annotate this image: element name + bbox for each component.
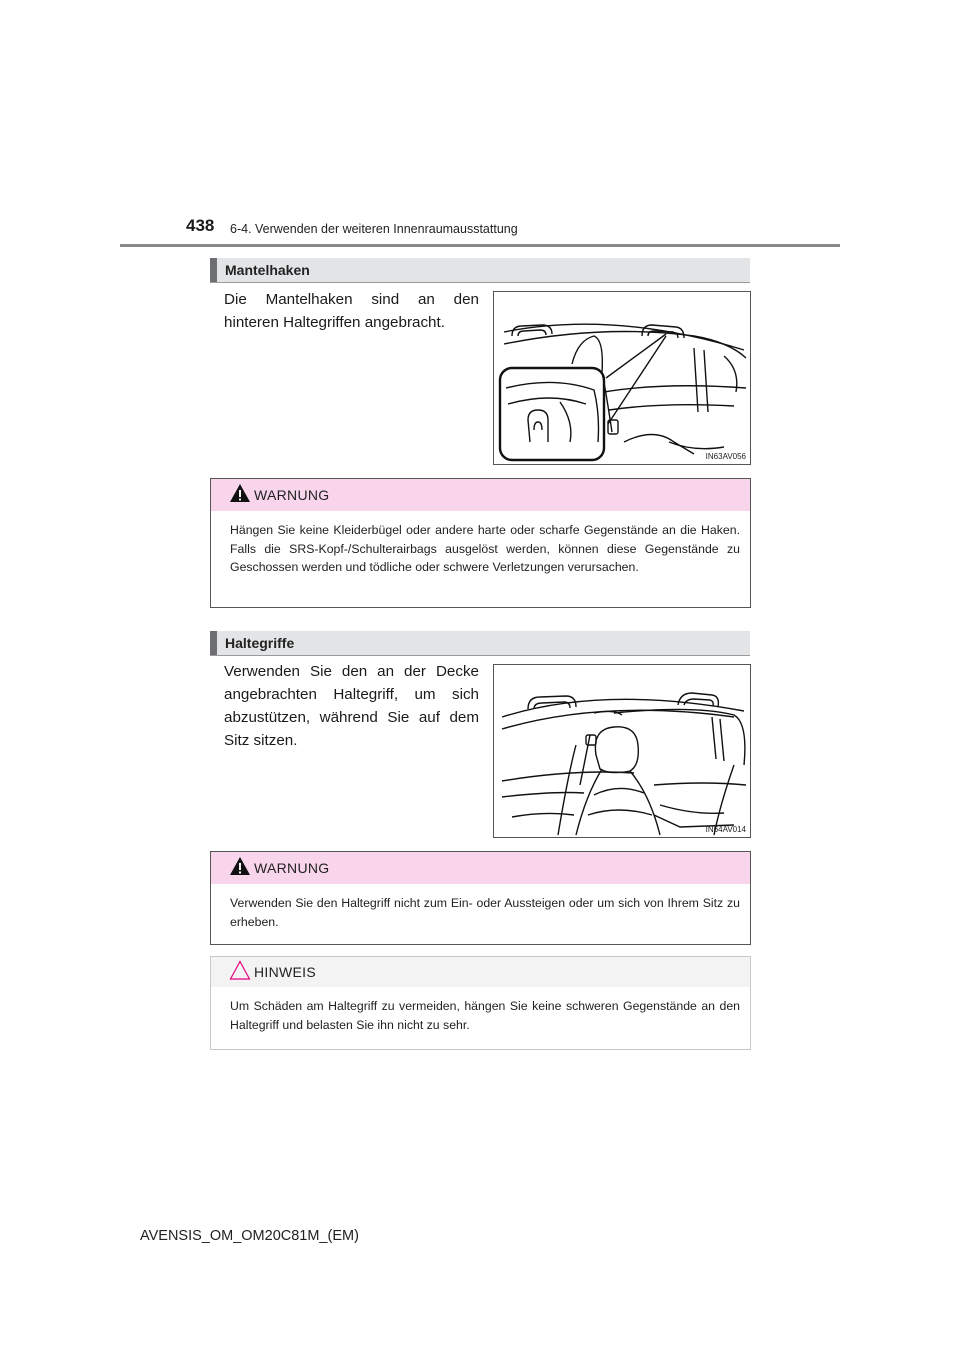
coat-hook-illustration bbox=[493, 291, 751, 465]
coat-hook-drawing bbox=[494, 292, 750, 464]
section-heading-haltegriffe bbox=[210, 631, 750, 656]
warning-label: WARNUNG bbox=[254, 487, 330, 503]
warning-text: Verwenden Sie den Haltegriff nicht zum Ein- oder Aussteigen oder um sich von Ihrem Sitz zu erheben. bbox=[230, 896, 740, 929]
section-heading-title: Mantelhaken bbox=[225, 262, 310, 278]
figure-code: IN64AV014 bbox=[705, 825, 746, 834]
note-box bbox=[210, 956, 751, 1050]
page-number: 438 bbox=[186, 216, 215, 235]
note-label: HINWEIS bbox=[254, 964, 316, 980]
warning-box-grab-handle bbox=[210, 851, 751, 945]
warning-icon bbox=[229, 856, 251, 876]
warning-text: Hängen Sie keine Kleiderbügel oder andere harte oder scharfe Gegenstände an die Haken. Falls die SRS-Kopf-/Schulterairbags ausgelöst werden, können diese Gegenstände zu Geschossen werden und tödliche oder schwere Verletzungen verursachen. bbox=[230, 523, 740, 574]
grab-handle-illustration bbox=[493, 664, 751, 838]
section-heading-title: Haltegriffe bbox=[225, 635, 295, 651]
section-heading-bar bbox=[210, 631, 217, 655]
note-text: Um Schäden am Haltegriff zu vermeiden, hängen Sie keine schweren Gegenstände an den Haltegriff und belasten Sie ihn nicht zu sehr. bbox=[230, 999, 740, 1032]
warning-header bbox=[211, 479, 750, 511]
section-heading-mantelhaken bbox=[210, 258, 750, 283]
document-code-footer: AVENSIS_OM_OM20C81M_(EM) bbox=[140, 1228, 359, 1244]
section-heading-bar bbox=[210, 258, 217, 282]
figure-code: IN63AV056 bbox=[705, 452, 746, 461]
section-body-text: Die Mantelhaken sind an den hinteren Haltegriffen angebracht. bbox=[224, 291, 479, 331]
chapter-title: 6-4. Verwenden der weiteren Innenraumausstattung bbox=[230, 222, 518, 236]
note-header bbox=[211, 957, 750, 987]
warning-header bbox=[211, 852, 750, 884]
section-body-text: Verwenden Sie den an der Decke angebrachten Haltegriff, um sich abzustützen, während Sie auf dem Sitz sitzen. bbox=[224, 663, 479, 749]
caution-icon bbox=[229, 960, 251, 980]
grab-handle-drawing bbox=[494, 665, 750, 837]
warning-icon bbox=[229, 483, 251, 503]
warning-label: WARNUNG bbox=[254, 860, 330, 876]
header-rule bbox=[120, 244, 840, 247]
warning-box-hooks bbox=[210, 478, 751, 608]
